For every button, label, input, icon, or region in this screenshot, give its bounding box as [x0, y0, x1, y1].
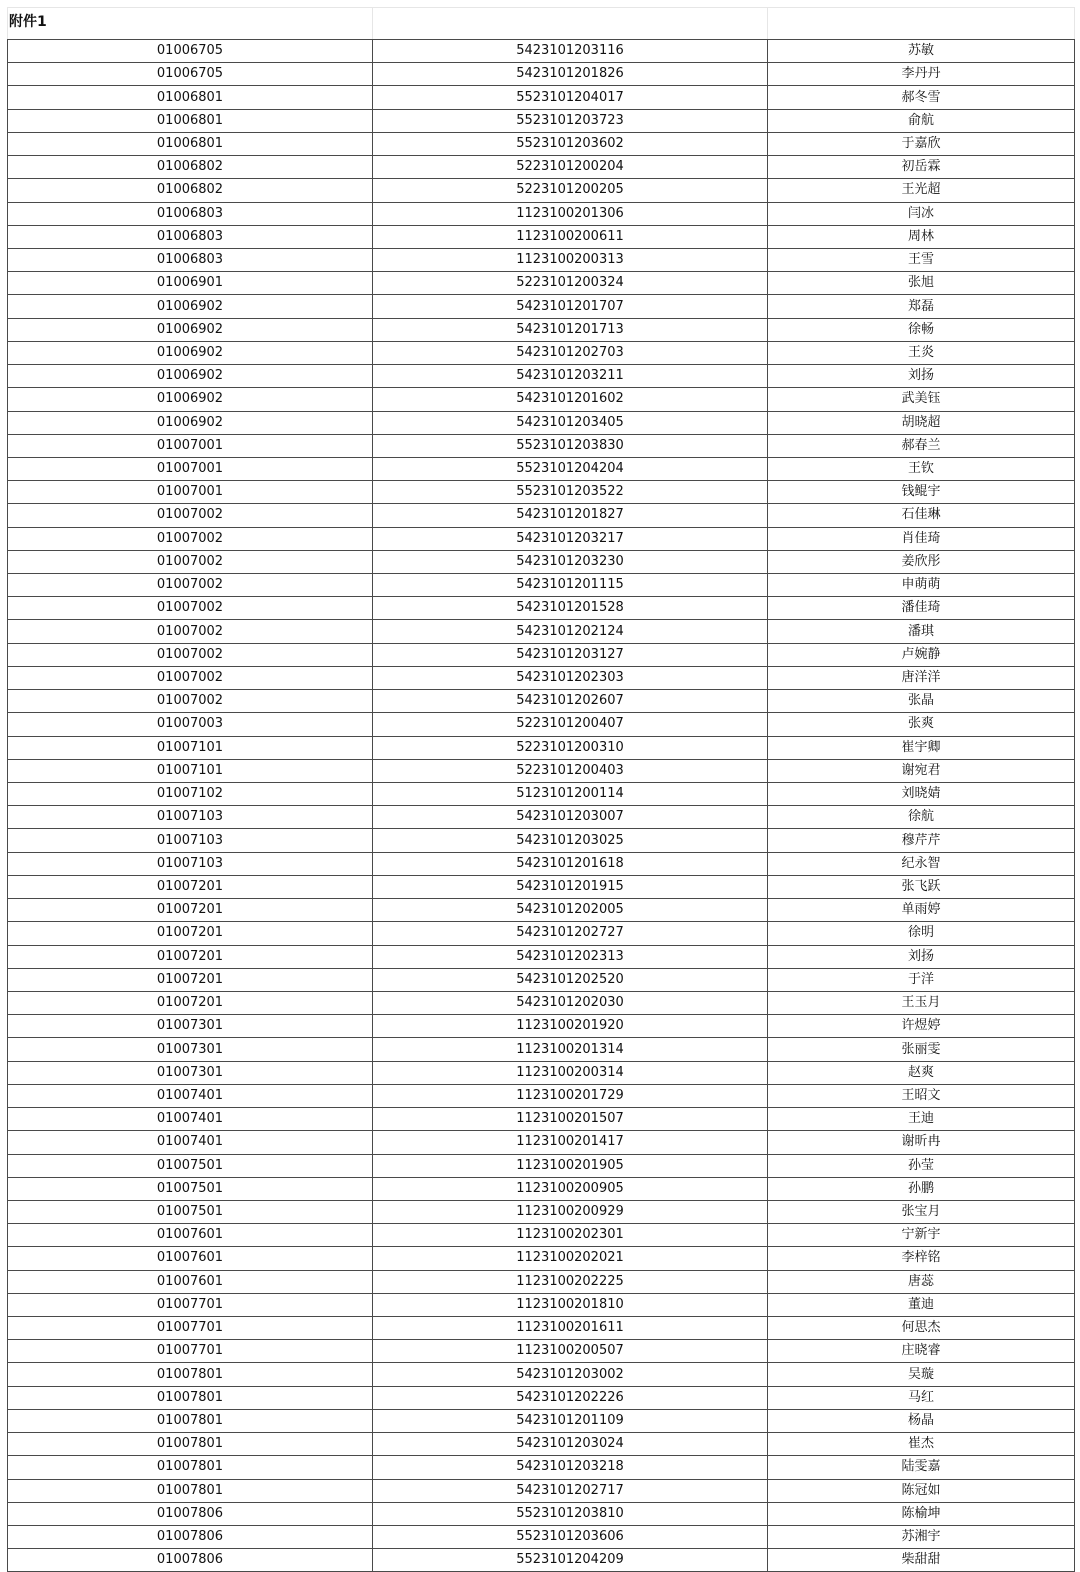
position-code-cell: 01007601: [8, 1247, 373, 1270]
position-code-cell: 01006705: [8, 63, 373, 86]
exam-id-cell: 1123100202225: [373, 1270, 768, 1293]
name-cell: 赵爽: [768, 1061, 1075, 1084]
table-row: [8, 272, 1075, 295]
exam-id-cell: 5423101203218: [373, 1456, 768, 1479]
name-cell: 刘扬: [768, 945, 1075, 968]
table-row: [8, 527, 1075, 550]
exam-id-cell: 5523101203522: [373, 481, 768, 504]
name-cell: 张爽: [768, 713, 1075, 736]
table-row: [8, 1038, 1075, 1061]
table-row: [8, 202, 1075, 225]
name-cell: 王钦: [768, 457, 1075, 480]
table-row: [8, 643, 1075, 666]
position-code-cell: 01007103: [8, 852, 373, 875]
exam-id-cell: 5423101201618: [373, 852, 768, 875]
position-code-cell: 01007002: [8, 527, 373, 550]
position-code-cell: 01006802: [8, 179, 373, 202]
position-code-cell: 01007401: [8, 1131, 373, 1154]
table-row: [8, 1177, 1075, 1200]
exam-id-cell: 5523101203606: [373, 1526, 768, 1549]
name-cell: 苏湘宇: [768, 1526, 1075, 1549]
exam-id-cell: 5423101202005: [373, 899, 768, 922]
position-code-cell: 01006803: [8, 225, 373, 248]
position-code-cell: 01006803: [8, 248, 373, 271]
table-row: [8, 899, 1075, 922]
position-code-cell: 01007002: [8, 690, 373, 713]
exam-id-cell: 1123100201920: [373, 1015, 768, 1038]
name-cell: 郑磊: [768, 295, 1075, 318]
table-row: [8, 341, 1075, 364]
table-row: [8, 829, 1075, 852]
spreadsheet-page: [7, 7, 1074, 1572]
exam-id-cell: 5423101202124: [373, 620, 768, 643]
table-row: [8, 457, 1075, 480]
name-cell: 王昭文: [768, 1084, 1075, 1107]
table-row: [8, 1479, 1075, 1502]
name-cell: 潘佳琦: [768, 597, 1075, 620]
exam-id-cell: 5423101203024: [373, 1433, 768, 1456]
name-cell: 郝春兰: [768, 434, 1075, 457]
position-code-cell: 01007601: [8, 1224, 373, 1247]
exam-id-cell: 1123100201306: [373, 202, 768, 225]
exam-id-cell: 5423101203211: [373, 365, 768, 388]
position-code-cell: 01007201: [8, 922, 373, 945]
name-cell: 孙莹: [768, 1154, 1075, 1177]
table-row: [8, 179, 1075, 202]
position-code-cell: 01007201: [8, 945, 373, 968]
exam-id-cell: 1123100200507: [373, 1340, 768, 1363]
position-code-cell: 01007101: [8, 736, 373, 759]
table-row: [8, 597, 1075, 620]
name-cell: 穆芹芹: [768, 829, 1075, 852]
name-cell: 徐明: [768, 922, 1075, 945]
position-code-cell: 01006801: [8, 132, 373, 155]
exam-id-cell: 5523101203830: [373, 434, 768, 457]
name-cell: 胡晓超: [768, 411, 1075, 434]
position-code-cell: 01007806: [8, 1526, 373, 1549]
position-code-cell: 01006801: [8, 109, 373, 132]
name-cell: 卢婉静: [768, 643, 1075, 666]
name-cell: 郝冬雪: [768, 86, 1075, 109]
exam-id-cell: 1123100201905: [373, 1154, 768, 1177]
exam-id-cell: 5423101201915: [373, 875, 768, 898]
position-code-cell: 01007806: [8, 1549, 373, 1572]
position-code-cell: 01007801: [8, 1433, 373, 1456]
name-cell: 柴甜甜: [768, 1549, 1075, 1572]
exam-id-cell: 5423101201109: [373, 1409, 768, 1432]
table-row: [8, 1409, 1075, 1432]
table-row: [8, 1526, 1075, 1549]
position-code-cell: 01007101: [8, 759, 373, 782]
table-row: [8, 1247, 1075, 1270]
exam-id-cell: 1123100202301: [373, 1224, 768, 1247]
table-row: [8, 1502, 1075, 1525]
exam-id-cell: 5223101200205: [373, 179, 768, 202]
exam-id-cell: 5523101204204: [373, 457, 768, 480]
position-code-cell: 01007801: [8, 1456, 373, 1479]
position-code-cell: 01007801: [8, 1386, 373, 1409]
name-cell: 李丹丹: [768, 63, 1075, 86]
name-cell: 初岳霖: [768, 156, 1075, 179]
exam-id-cell: 1123100200611: [373, 225, 768, 248]
name-cell: 王玉月: [768, 991, 1075, 1014]
name-cell: 宁新宇: [768, 1224, 1075, 1247]
exam-id-cell: 1123100201810: [373, 1293, 768, 1316]
table-row: [8, 248, 1075, 271]
table-row: [8, 504, 1075, 527]
position-code-cell: 01007102: [8, 783, 373, 806]
table-row: [8, 1154, 1075, 1177]
exam-id-cell: 5423101203007: [373, 806, 768, 829]
position-code-cell: 01007801: [8, 1479, 373, 1502]
table-row: [8, 875, 1075, 898]
title-row: [8, 8, 1075, 40]
name-cell: 孙鹏: [768, 1177, 1075, 1200]
position-code-cell: 01007201: [8, 991, 373, 1014]
position-code-cell: 01007002: [8, 504, 373, 527]
table-row: [8, 968, 1075, 991]
name-cell: 闫冰: [768, 202, 1075, 225]
table-row: [8, 1108, 1075, 1131]
position-code-cell: 01007501: [8, 1200, 373, 1223]
exam-id-cell: 5523101204209: [373, 1549, 768, 1572]
name-cell: 石佳琳: [768, 504, 1075, 527]
name-cell: 王雪: [768, 248, 1075, 271]
exam-id-cell: 5423101203025: [373, 829, 768, 852]
name-cell: 肖佳琦: [768, 527, 1075, 550]
name-cell: 陆雯嘉: [768, 1456, 1075, 1479]
exam-id-cell: 5523101203810: [373, 1502, 768, 1525]
exam-id-cell: 5423101202030: [373, 991, 768, 1014]
table-row: [8, 690, 1075, 713]
name-cell: 谢昕冉: [768, 1131, 1075, 1154]
table-row: [8, 156, 1075, 179]
table-row: [8, 1200, 1075, 1223]
name-cell: 许煜婷: [768, 1015, 1075, 1038]
table-row: [8, 1270, 1075, 1293]
position-code-cell: 01007001: [8, 481, 373, 504]
name-cell: 王迪: [768, 1108, 1075, 1131]
position-code-cell: 01007701: [8, 1293, 373, 1316]
name-cell: 钱鲲宇: [768, 481, 1075, 504]
exam-id-cell: 5123101200114: [373, 783, 768, 806]
name-cell: 单雨婷: [768, 899, 1075, 922]
position-code-cell: 01007301: [8, 1061, 373, 1084]
name-cell: 潘琪: [768, 620, 1075, 643]
table-row: [8, 318, 1075, 341]
name-cell: 董迪: [768, 1293, 1075, 1316]
name-cell: 何思杰: [768, 1317, 1075, 1340]
position-code-cell: 01007002: [8, 643, 373, 666]
name-cell: 陈冠如: [768, 1479, 1075, 1502]
position-code-cell: 01007501: [8, 1154, 373, 1177]
table-row: [8, 1456, 1075, 1479]
exam-id-cell: 5423101201827: [373, 504, 768, 527]
table-row: [8, 1015, 1075, 1038]
table-row: [8, 736, 1075, 759]
position-code-cell: 01006901: [8, 272, 373, 295]
position-code-cell: 01007601: [8, 1270, 373, 1293]
table-row: [8, 759, 1075, 782]
position-code-cell: 01007001: [8, 457, 373, 480]
position-code-cell: 01007201: [8, 899, 373, 922]
exam-id-cell: 1123100200313: [373, 248, 768, 271]
table-row: [8, 713, 1075, 736]
exam-id-cell: 5223101200324: [373, 272, 768, 295]
exam-id-cell: 5423101201602: [373, 388, 768, 411]
name-cell: 吴璇: [768, 1363, 1075, 1386]
table-row: [8, 40, 1075, 63]
attachment-title: 附件1: [8, 8, 373, 40]
table-row: [8, 225, 1075, 248]
name-cell: 唐蕊: [768, 1270, 1075, 1293]
exam-id-cell: 5423101203127: [373, 643, 768, 666]
name-cell: 庄晓睿: [768, 1340, 1075, 1363]
table-row: [8, 295, 1075, 318]
position-code-cell: 01007401: [8, 1108, 373, 1131]
exam-id-cell: 1123100201611: [373, 1317, 768, 1340]
name-cell: 王光超: [768, 179, 1075, 202]
position-code-cell: 01006705: [8, 40, 373, 63]
name-cell: 马红: [768, 1386, 1075, 1409]
position-code-cell: 01007103: [8, 829, 373, 852]
exam-id-cell: 5223101200204: [373, 156, 768, 179]
position-code-cell: 01006902: [8, 411, 373, 434]
table-row: [8, 852, 1075, 875]
table-row: [8, 388, 1075, 411]
position-code-cell: 01007801: [8, 1363, 373, 1386]
name-cell: 申萌萌: [768, 574, 1075, 597]
exam-id-cell: 1123100200905: [373, 1177, 768, 1200]
exam-id-cell: 1123100202021: [373, 1247, 768, 1270]
position-code-cell: 01007003: [8, 713, 373, 736]
name-cell: 徐航: [768, 806, 1075, 829]
position-code-cell: 01007701: [8, 1340, 373, 1363]
position-code-cell: 01007301: [8, 1015, 373, 1038]
name-cell: 刘晓婧: [768, 783, 1075, 806]
exam-id-cell: 1123100200314: [373, 1061, 768, 1084]
table-row: [8, 806, 1075, 829]
table-row: [8, 620, 1075, 643]
table-row: [8, 1131, 1075, 1154]
exam-id-cell: 5223101200310: [373, 736, 768, 759]
exam-id-cell: 5523101204017: [373, 86, 768, 109]
position-code-cell: 01007501: [8, 1177, 373, 1200]
position-code-cell: 01007002: [8, 550, 373, 573]
position-code-cell: 01007103: [8, 806, 373, 829]
name-cell: 徐畅: [768, 318, 1075, 341]
position-code-cell: 01007301: [8, 1038, 373, 1061]
name-cell: 姜欣彤: [768, 550, 1075, 573]
position-code-cell: 01007002: [8, 620, 373, 643]
table-row: [8, 1340, 1075, 1363]
position-code-cell: 01006902: [8, 365, 373, 388]
exam-id-cell: 1123100201314: [373, 1038, 768, 1061]
table-row: [8, 481, 1075, 504]
table-row: [8, 63, 1075, 86]
table-row: [8, 550, 1075, 573]
exam-id-cell: 5423101202303: [373, 666, 768, 689]
exam-id-cell: 1123100201729: [373, 1084, 768, 1107]
position-code-cell: 01007701: [8, 1317, 373, 1340]
exam-id-cell: 5423101201713: [373, 318, 768, 341]
table-row: [8, 1317, 1075, 1340]
name-cell: 王炎: [768, 341, 1075, 364]
table-row: [8, 666, 1075, 689]
table-row: [8, 86, 1075, 109]
empty-header-cell: [373, 8, 768, 40]
exam-id-cell: 5223101200407: [373, 713, 768, 736]
exam-id-cell: 5423101202226: [373, 1386, 768, 1409]
name-cell: 俞航: [768, 109, 1075, 132]
exam-id-cell: 5423101203230: [373, 550, 768, 573]
table-row: [8, 922, 1075, 945]
table-row: [8, 991, 1075, 1014]
position-code-cell: 01006803: [8, 202, 373, 225]
table-row: [8, 783, 1075, 806]
position-code-cell: 01006801: [8, 86, 373, 109]
name-cell: 唐洋洋: [768, 666, 1075, 689]
exam-id-cell: 5423101202520: [373, 968, 768, 991]
table-row: [8, 574, 1075, 597]
exam-id-cell: 5423101201528: [373, 597, 768, 620]
name-cell: 刘扬: [768, 365, 1075, 388]
position-code-cell: 01006802: [8, 156, 373, 179]
exam-id-cell: 1123100201417: [373, 1131, 768, 1154]
position-code-cell: 01007002: [8, 574, 373, 597]
name-cell: 崔宇卿: [768, 736, 1075, 759]
table-row: [8, 411, 1075, 434]
position-code-cell: 01006902: [8, 295, 373, 318]
name-cell: 杨晶: [768, 1409, 1075, 1432]
name-cell: 张丽雯: [768, 1038, 1075, 1061]
name-cell: 谢宛君: [768, 759, 1075, 782]
exam-id-cell: 5523101203723: [373, 109, 768, 132]
table-row: [8, 434, 1075, 457]
name-cell: 陈榆坤: [768, 1502, 1075, 1525]
table-row: [8, 1549, 1075, 1572]
exam-id-cell: 5423101202717: [373, 1479, 768, 1502]
name-cell: 于洋: [768, 968, 1075, 991]
exam-id-cell: 5423101201115: [373, 574, 768, 597]
name-cell: 张晶: [768, 690, 1075, 713]
position-code-cell: 01007201: [8, 968, 373, 991]
exam-id-cell: 5423101203405: [373, 411, 768, 434]
position-code-cell: 01007801: [8, 1409, 373, 1432]
name-cell: 张宝月: [768, 1200, 1075, 1223]
table-row: [8, 1224, 1075, 1247]
empty-header-cell: [768, 8, 1075, 40]
position-code-cell: 01006902: [8, 318, 373, 341]
table-row: [8, 1293, 1075, 1316]
exam-id-cell: 5523101203602: [373, 132, 768, 155]
exam-id-cell: 5423101201707: [373, 295, 768, 318]
exam-id-cell: 5423101202607: [373, 690, 768, 713]
position-code-cell: 01007806: [8, 1502, 373, 1525]
table-row: [8, 1363, 1075, 1386]
name-cell: 李梓铭: [768, 1247, 1075, 1270]
exam-id-cell: 1123100201507: [373, 1108, 768, 1131]
exam-id-cell: 1123100200929: [373, 1200, 768, 1223]
position-code-cell: 01006902: [8, 341, 373, 364]
exam-id-cell: 5423101202703: [373, 341, 768, 364]
table-row: [8, 109, 1075, 132]
table-row: [8, 1061, 1075, 1084]
exam-id-cell: 5423101201826: [373, 63, 768, 86]
name-cell: 张旭: [768, 272, 1075, 295]
exam-id-cell: 5423101203217: [373, 527, 768, 550]
data-table: [7, 7, 1075, 1572]
name-cell: 张飞跃: [768, 875, 1075, 898]
name-cell: 苏敏: [768, 40, 1075, 63]
exam-id-cell: 5423101202727: [373, 922, 768, 945]
exam-id-cell: 5423101203002: [373, 1363, 768, 1386]
table-row: [8, 1386, 1075, 1409]
position-code-cell: 01007001: [8, 434, 373, 457]
name-cell: 崔杰: [768, 1433, 1075, 1456]
name-cell: 武美钰: [768, 388, 1075, 411]
table-row: [8, 1084, 1075, 1107]
name-cell: 周林: [768, 225, 1075, 248]
position-code-cell: 01007002: [8, 597, 373, 620]
exam-id-cell: 5423101202313: [373, 945, 768, 968]
table-row: [8, 1433, 1075, 1456]
position-code-cell: 01007002: [8, 666, 373, 689]
table-row: [8, 945, 1075, 968]
position-code-cell: 01007401: [8, 1084, 373, 1107]
name-cell: 于嘉欣: [768, 132, 1075, 155]
table-row: [8, 132, 1075, 155]
position-code-cell: 01007201: [8, 875, 373, 898]
position-code-cell: 01006902: [8, 388, 373, 411]
name-cell: 纪永智: [768, 852, 1075, 875]
table-row: [8, 365, 1075, 388]
exam-id-cell: 5223101200403: [373, 759, 768, 782]
exam-id-cell: 5423101203116: [373, 40, 768, 63]
